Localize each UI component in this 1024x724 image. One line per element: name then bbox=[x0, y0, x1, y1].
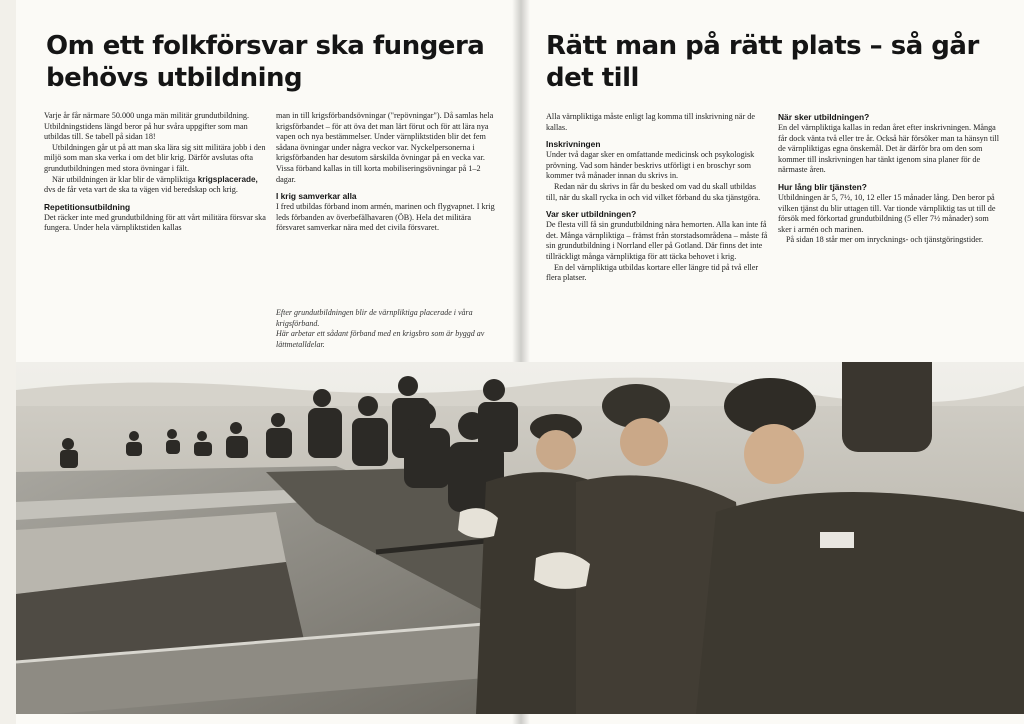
photo-soldiers-bridge bbox=[16, 362, 1024, 714]
paragraph: I fred utbildas förband inom armén, marinen och flygvapnet. I krig leds förbanden av överbefälhavaren (ÖB). Hela det militära försvaret samverkar nära med det civila försvaret. bbox=[276, 202, 495, 233]
section-heading: Repetitionsutbildning bbox=[44, 201, 131, 212]
right-column-1 bbox=[546, 112, 768, 284]
section-heading: Inskrivningen bbox=[546, 139, 601, 150]
bold-term: krigsplacerade, bbox=[197, 174, 258, 184]
photo-illustration bbox=[16, 362, 1024, 714]
section-heading: Hur lång blir tjänsten? bbox=[778, 181, 867, 192]
text-run: När utbildningen är klar blir de värnpliktiga bbox=[52, 174, 196, 184]
paragraph: man in till krigsförbandsövningar ("repövningar"). Då samlas hela krigsförbandet – för att öva det man lärt förut och för att lära nya vapen och nya bestämmelser. Under värnpliktstiden blir det fem sådana övningar under några veckor var. Nyckelpersonerna i krigsförbanden har desutom särskilda övningar på en vecka var. Vissa förband kallas in till korta mobiliseringsövningar på 1–2 dagar. bbox=[276, 111, 494, 184]
paragraph-krigsplacerade bbox=[44, 175, 266, 196]
section-heading: När sker utbildningen? bbox=[778, 112, 870, 122]
left-column-2 bbox=[276, 111, 500, 234]
caption-line: Efter grundutbildningen blir de värnpliktiga placerade i våra krigsförband. bbox=[276, 308, 473, 328]
right-page-title: Rätt man på rätt plats – så går det till bbox=[546, 31, 979, 93]
paragraph: Redan när du skrivs in får du besked om vad du skall utbildas till, när du skall rycka in och vid vilket förband du ska tjänstgöra. bbox=[546, 181, 761, 202]
text-run: dvs de får veta vart de ska ta vägen vid beredskap och krig. bbox=[44, 185, 238, 195]
paragraph: Under två dagar sker en omfattande medicinsk och psykologisk prövning. Vad som händer beskrivs utförligt i en broschyr som kommer två månader innan du skrivs in. bbox=[546, 150, 755, 181]
paragraph: Utbildningen går ut på att man ska lära sig sitt militära jobb i den miljö som man ska verka i om det blir krig. Därför avslutas ofta grundutbildningen med stora övningar i fält. bbox=[44, 142, 266, 173]
photo-caption bbox=[276, 308, 504, 350]
paragraph: Det räcker inte med grundutbildning för att vårt militära försvar ska fungera. Under hela värnpliktstiden kallas bbox=[44, 212, 266, 233]
paragraph: De flesta vill få sin grundutbildning nära hemorten. Alla kan inte få det. Många värnpliktiga – främst från storstadsområdena – måste få sin grundutbildning i Norrland eller på Gotland. Där finns det inte tillräckligt många värnpliktiga för att täcka behovet i krig. bbox=[546, 220, 768, 261]
left-page-title: Om ett folkförsvar ska fungera behövs utbildning bbox=[46, 31, 485, 93]
caption-line: Här arbetar ett sådant förband med en krigsbro som är byggd av lättmetalldelar. bbox=[276, 329, 485, 349]
paragraph: Varje år får närmare 50.000 unga män militär grundutbildning. Utbildningstidens längd beror på hur svåra uppgifter som man utbildas till. Se tabell på sidan 18! bbox=[44, 111, 250, 142]
left-column-1 bbox=[44, 111, 266, 234]
paragraph: Alla värnpliktiga måste enligt lag komma till inskrivning när de kallas. bbox=[546, 112, 755, 132]
right-column-2 bbox=[778, 112, 1000, 246]
section-heading: Var sker utbildningen? bbox=[546, 209, 637, 220]
paragraph: På sidan 18 står mer om inrycknings- och tjänstgöringstider. bbox=[786, 235, 984, 245]
paragraph: En del värnpliktiga utbildas kortare eller längre tid på två eller flera platser. bbox=[546, 262, 759, 283]
paragraph: En del värnpliktiga kallas in redan året efter inskrivningen. Många får dock vänta två eller tre år. Också här försöker man ta hänsyn till de värnpliktigas egna önskemål. Det är därför bra om den som kommer till inskrivningen har tänkt igenom sina planer för de närmaste åren. bbox=[778, 123, 999, 175]
paragraph: Utbildningen är 5, 7½, 10, 12 eller 15 månader lång. Den beror på vilken tjänst du blir uttagen till. Var tionde värnpliktig tas ut till de försök med förkortad grundutbildning (5 eller 7½ månader) som sker i armén och marinen. bbox=[778, 192, 996, 234]
section-heading: I krig samverkar alla bbox=[276, 191, 357, 202]
